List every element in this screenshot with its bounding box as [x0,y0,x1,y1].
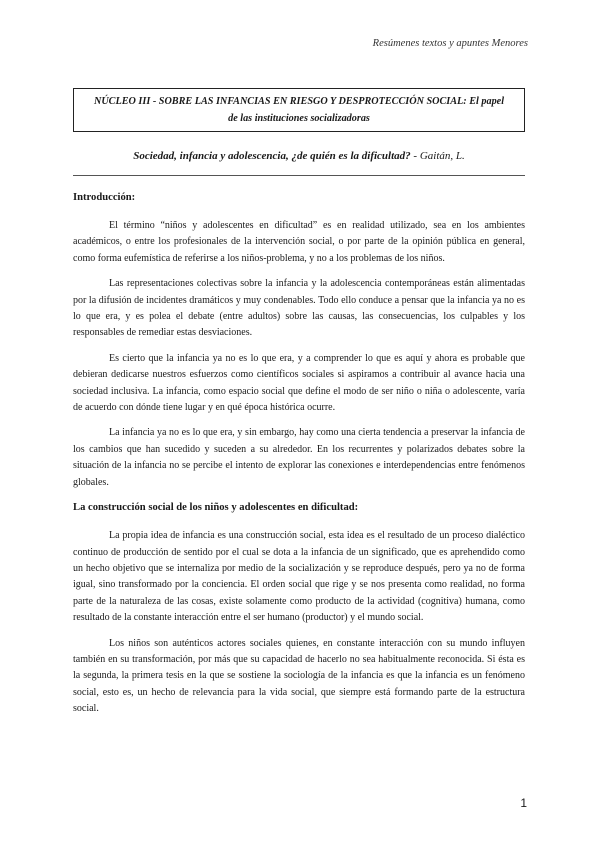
subtitle-text: Sociedad, infancia y adolescencia, ¿de quién es la dificultad? [133,150,411,162]
paragraph: La infancia ya no es lo que era, y sin embargo, hay como una cierta tendencia a preservar la infancia de los cambios que han sucedido y suceden a su alrededor. En los recurrentes y polarizados debates sobre la situación de la infancia no se percibe el intento de explorar las conexiones e interdependencias entre fenómenos globales. [73,427,525,488]
divider [73,175,525,176]
section-heading-construccion-social: La construcción social de los niños y adolescentes en dificultad: [73,502,359,514]
subtitle-author: - Gaitán, L. [413,150,465,162]
title-box [73,88,525,132]
document-title [94,93,504,127]
paragraph: El término “niños y adolescentes en dificultad” es en realidad utilizado, sea en los ambientes académicos, o entre los profesionales de la intervención social, o por parte de la opinión pública en general, como forma eufemística de referirse a los niños-problema, y no a los problemas de los niños. [73,220,525,264]
paragraph: Las representaciones colectivas sobre la infancia y la adolescencia contemporáneas están alimentadas por la difusión de incidentes dramáticos y muy condenables. Todo ello conduce a pensar que la infancia ya no es lo que era, y es polea el debate (entre adultos) sobre las causas, las consecuencias, los culpables y los responsables de remediar estas desviaciones. [73,278,525,339]
running-header: Resúmenes textos y apuntes Menores [372,38,528,49]
document-body [73,190,525,727]
subtitle [73,150,525,162]
title-line-2: de las instituciones socializadoras [228,113,370,124]
paragraph: Los niños son auténticos actores sociales quienes, en constante interacción con su mundo influyen también en su transformación, por más que su capacidad de hacerlo no sea habitualmente reconocida. Si ésta es la segunda, la primera tesis en la que se sostiene la sociología de la infancia es que la infancia es un fenómeno social, esto es, un hecho de relevancia para la vida social, que siempre está formando parte de la estructura social. [73,637,525,715]
section-heading-introduccion: Introducción: [73,192,136,203]
title-line-1: NÚCLEO III - SOBRE LAS INFANCIAS EN RIESGO Y DESPROTECCIÓN SOCIAL: El papel [93,96,505,107]
paragraph: La propia idea de infancia es una construcción social, esta idea es el resultado de un proceso dialéctico continuo de producción de sentido por el cual se dota a la infancia de un significado, que es aprehendido como un hecho objetivo que se internaliza por medio de la socialización y se reproduce después, pero ya no de forma igual, sino transformado por la conciencia. El orden social que rige y se nos presenta como realidad, no forma parte de la naturaleza de las cosas, existe solamente como producto de la actividad (cognitiva) humana, como resultado de la constante interacción entre el ser humano (productor) y el mundo social. [73,530,525,624]
page-number: 1 [520,796,527,810]
paragraph: Es cierto que la infancia ya no es lo que era, y a comprender lo que es aquí y ahora es probable que debieran dedicarse nuestros esfuerzos como científicos sociales si aspiramos a contribuir al avance hacia una sociedad inclusiva. La infancia, como espacio social que define el modo de ser niño o niña o adolescente, varía de acuerdo con dónde tiene lugar y en qué época histórica ocurre. [73,352,525,414]
